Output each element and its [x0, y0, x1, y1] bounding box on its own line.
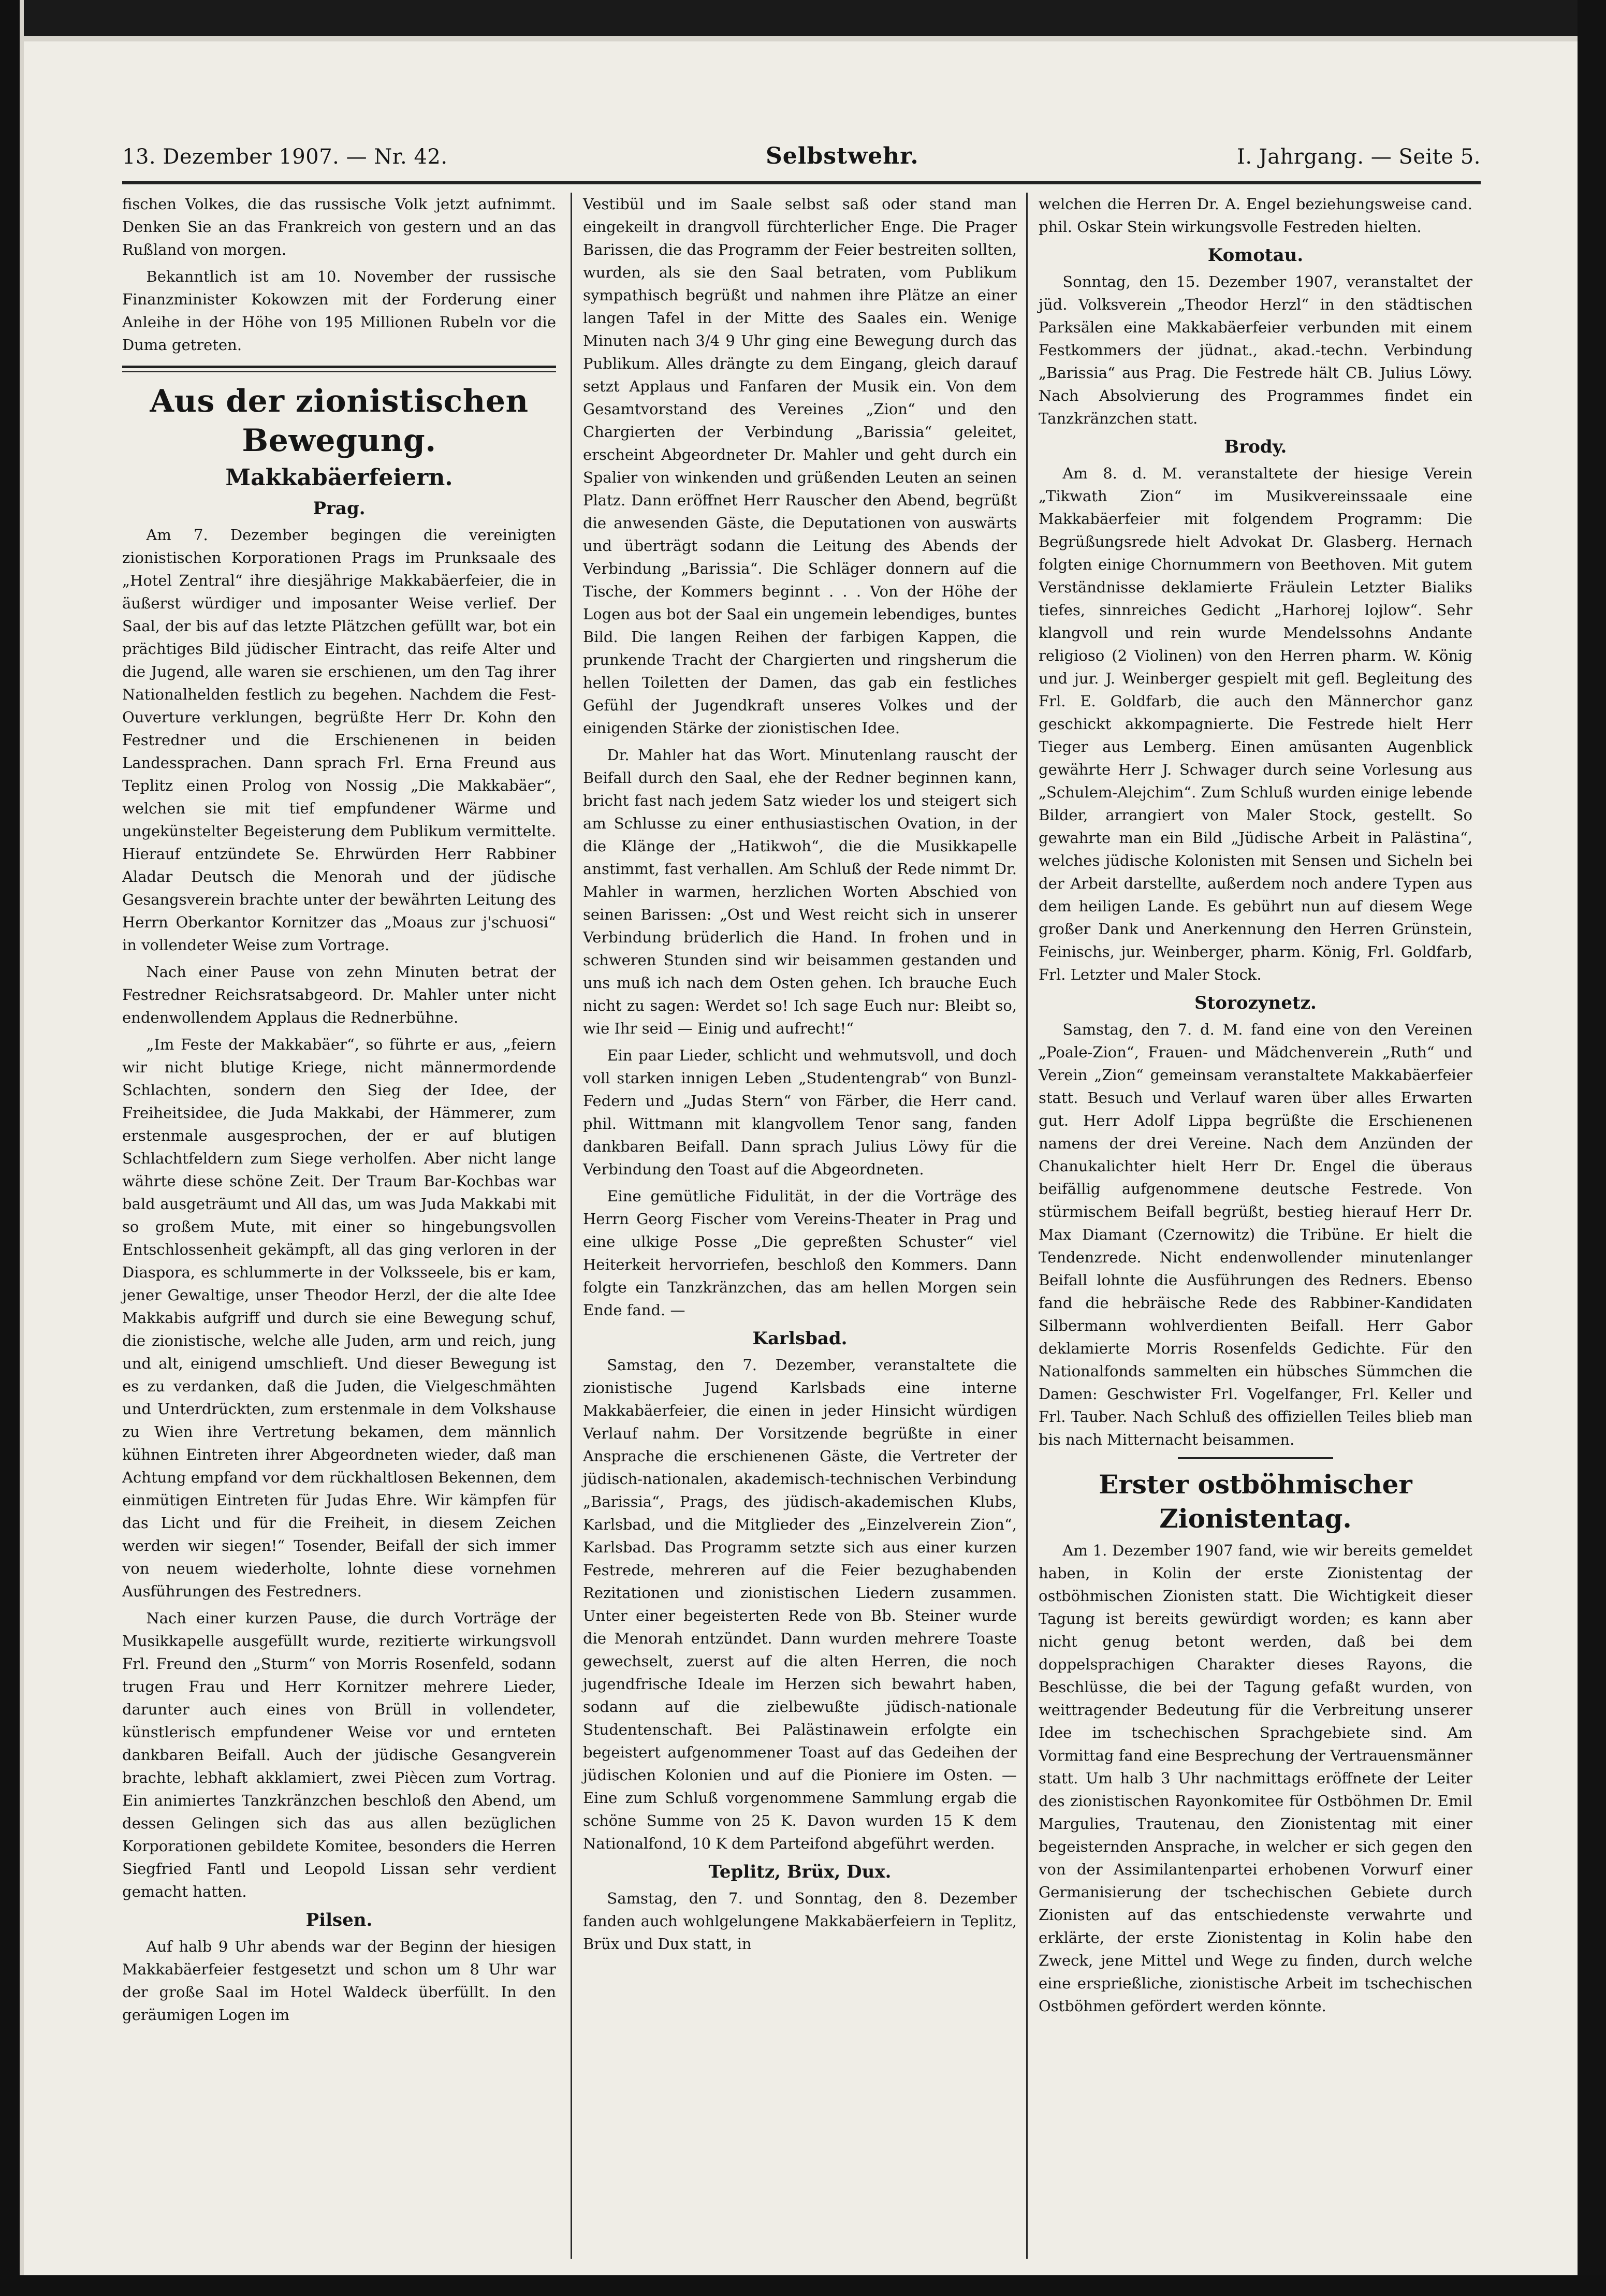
scan-border-top — [0, 0, 1606, 36]
header-date-issue: 13. Dezember 1907. — Nr. 42. — [122, 145, 448, 169]
paragraph: Am 8. d. M. veranstaltete der hiesige Verein „Tikwath Zion“ im Musikvereinssaale eine Makkabäerfeier mit folgendem Programm: Die Begrüßungsrede hielt Advokat Dr. Glasberg. Hernach folgten einige Chornummern von Beethoven. Mit gutem Verständnisse deklamierte Fräulein Letzter Bialiks tiefes, sinnreiches Gedicht „Harhorej lojlow“. Sehr klangvoll und rein wurde Mendelssohns Andante religioso (2 Violinen) von den Herren pharm. W. König und jur. J. Weinberger gespielt mit gefl. Begleitung des Frl. E. Goldfarb, die auch den Männerchor ganz geschickt akkompagnierte. Die Festrede hielt Herr Tieger aus Lemberg. Einen amüsanten Augenblick gewährte Herr J. Schwager durch seine Vorlesung aus „Schulem-Alejchim“. Zum Schluß wurden einige lebende Bilder, arrangiert von Maler Stock, gestellt. So gewahrte man ein Bild „Jüdische Arbeit in Palästina“, welches jüdische Kolonisten mit Sensen und Sicheln bei der Arbeit darstellte, außerdem noch andere Typen aus dem heiligen Lande. Es gebührt nun auf diesem Wege großer Dank und Anerkennung den Herren Grünstein, Feinischs, jur. Weinberger, pharm. König, Frl. Goldfarb, Frl. Letzter und Maler Stock. — [1039, 464, 1472, 983]
paragraph: Auf halb 9 Uhr abends war der Beginn der hiesigen Makkabäerfeier festgesetzt und schon um 8 Uhr war der große Saal im Hotel Waldeck überfüllt. In den geräumigen Logen im — [122, 1938, 556, 2024]
column-3 — [1039, 193, 1472, 2022]
scan-border-right — [1578, 0, 1606, 2296]
city-heading-prag: Prag. — [313, 498, 366, 519]
paragraph: Samstag, den 7. und Sonntag, den 8. Dezember fanden auch wohlgelungene Makkabäerfeiern in Teplitz, Brüx und Dux statt, in — [583, 1890, 1017, 1953]
header-year-page: I. Jahrgang. — Seite 5. — [1237, 145, 1481, 169]
article-heading: Aus der zionistischen Bewegung. — [150, 383, 529, 459]
scan-border-bottom — [0, 2275, 1606, 2296]
column-2 — [583, 193, 1017, 1959]
city-heading-karlsbad: Karlsbad. — [752, 1328, 848, 1349]
paragraph: Am 1. Dezember 1907 fand, wie wir bereits gemeldet haben, in Kolin der erste Zionistentag der ostböhmischen Zionisten statt. Die Wichtigkeit dieser Tagung ist bereits gewürdigt worden; es kann aber nicht genug betont werden, daß bei dem doppelsprachigen Charakter dieses Rayons, die Beschlüsse, die bei der Tagung gefaßt wurden, von weittragender Bedeutung für die Verbreitung unserer Idee im tschechischen Sprachgebiete sind. Am Vormittag fand eine Besprechung der Vertrauensmänner statt. Um halb 3 Uhr nachmittags eröffnete der Leiter des zionistischen Rayonkomitee für Ostböhmen Dr. Emil Margulies, Trautenau, den Zionistentag mit einer begeisternden Ansprache, in welcher er sich gegen den von der Assimilantenpartei erhobenen Vorwurf einer Germanisierung der tschechischen Gebiete durch Zionisten auf das entschiedenste verwahrte und erklärte, der erste Zionistentag in Kolin habe den Zweck, jene Mittel und Wege zu finden, durch welche eine ersprießliche, zionistische Arbeit im tschechischen Ostböhmen gefördert werden könnte. — [1039, 1542, 1472, 2015]
paragraph: Vestibül und im Saale selbst saß oder stand man eingekeilt in drangvoll fürchterlicher Enge. Die Prager Barissen, die das Programm der Feier bestreiten sollten, wurden, als sie den Saal betraten, vom Publikum sympathisch begrüßt und nahmen ihre Plätze an einer langen Tafel in der Mitte des Saales ein. Wenige Minuten nach 3/4 9 Uhr ging eine Bewegung durch das Publikum. Alles drängte zu dem Eingang, gleich darauf setzt Applaus und Fanfaren der Musik ein. Von dem Gesamtvorstand des Vereines „Zion“ und den Chargierten der Verbindung „Barissia“ geleitet, erscheint Abgeordneter Dr. Mahler und geht durch ein Spalier von winkenden und grüßenden Leuten an seinen Platz. Dann eröffnet Herr Rauscher den Abend, begrüßt die anwesenden Gäste, die Deputationen von auswärts und überträgt sodann die Leitung des Abends der Verbindung „Barissia“. Die Schläger donnern auf die Tische, der Kommers beginnt . . . Von der Höhe der Logen aus bot der Saal ein ungemein lebendiges, buntes Bild. Die langen Reihen der farbigen Kappen, die prunkende Tracht der Chargierten und ringsherum die hellen Toiletten der Damen, das gab ein festliches Gefühl der Jugendkraft unseres Volkes und der einigenden Stärke der zionistischen Idee. — [583, 195, 1017, 737]
column-divider-1 — [571, 193, 572, 2259]
column-divider-2 — [1026, 193, 1028, 2259]
header-rule — [122, 181, 1481, 184]
paragraph: „Im Feste der Makkabäer“, so führte er aus, „feiern wir nicht blutige Kriege, nicht männermordende Schlachten, sondern den Sieg der Idee, der Freiheitsidee, die Juda Makkabi, der Hämmerer, zum erstenmale ausgesprochen, der er auf blutigen Schlachtfeldern zum Siege verholfen. Aber nicht lange währte diese schöne Zeit. Der Traum Bar-Kochbas war bald ausgeträumt und All das, um was Juda Makkabi mit so großem Mute, mit einer so hingebungsvollen Entschlossenheit gekämpft, all das ging verloren in der Diaspora, es schlummerte in der Volksseele, bis er kam, jener Gewaltige, unser Theodor Herzl, der die alte Idee Makkabis aufgriff und durch sie eine Bewegung schuf, die zionistische, welche alle Juden, arm und reich, jung und alt, einigend umschlieft. Und dieser Bewegung ist es zu verdanken, daß die Juden, die Vielgeschmähten und Unterdrückten, zum erstenmale in dem Volkshause zu Wien ihre Vertretung bekamen, dem männlich kühnen Eintreten ihrer Abgeordneten wieder, daß man Achtung empfand vor dem rückhaltlosen Bekennen, dem einmütigen Eintreten für Judas Ehre. Wir kämpfen für das Licht und für die Freiheit, in diesem Zeichen werden wir siegen!“ Tosender, Beifall der sich immer von neuem wiederholte, lohnte diese vornehmen Ausführungen des Festredners. — [122, 1036, 556, 1600]
page-header — [122, 143, 1481, 184]
scan-border-left — [0, 0, 20, 2296]
section-rule — [122, 366, 556, 372]
paragraph: Ein paar Lieder, schlicht und wehmutsvoll, und doch voll starken innigen Leben „Studentengrab“ von Bunzl-Federn und „Judas Stern“ von Färber, die Herr cand. phil. Wittmann mit klangvollem Tenor sang, fanden dankbaren Beifall. Dann sprach Julius Löwy für die Verbindung den Toast auf die Abgeordneten. — [583, 1047, 1017, 1178]
paragraph: Samstag, den 7. Dezember, veranstaltete die zionistische Jugend Karlsbads eine interne Makkabäerfeier, die einen in jeder Hinsicht würdigen Verlauf nahm. Der Vorsitzende begrüßte in einer Ansprache die erschienenen Gäste, die Vertreter der jüdisch-nationalen, akademisch-technischen Verbindung „Barissia“, Prags, des jüdisch-akademischen Klubs, Karlsbad, und die Mitglieder des „Einzelverein Zion“, Karlsbad. Das Programm setzte sich aus einer kurzen Festrede, mehreren auf die Feier bezughabenden Rezitationen und zionistischen Liedern zusammen. Unter einer begeisterten Rede von Bb. Steiner wurde die Menorah entzündet. Dann wurden mehrere Toaste gewechselt, zuerst auf die alten Herren, die noch jugendfrische Ideale im Herzen sich bewahrt haben, sodann auf die zielbewußte jüdisch-nationale Studentenschaft. Bei Palästinawein erfolgte ein begeistert aufgenommener Toast auf das Gedeihen der jüdischen Kolonien und auf die Pioniere im Osten. — Eine zum Schluß vorgenommene Sammlung ergab die schöne Summe von 25 K. Davon wurden 15 K dem Nationalfond, 10 K dem Parteifond abgeführt werden. — [583, 1356, 1017, 1852]
paragraph: Bekanntlich ist am 10. November der russische Finanzminister Kokowzen mit der Forderung einer Anleihe in der Höhe von 195 Millionen Rubeln vor die Duma getreten. — [122, 268, 556, 354]
header-paper-title: Selbstwehr. — [765, 143, 919, 169]
article-subheading: Makkabäerfeiern. — [225, 464, 453, 491]
scan-margin-top — [0, 36, 1606, 41]
paragraph: Eine gemütliche Fidulität, in der die Vorträge des Herrn Georg Fischer vom Vereins-Theater in Prag und eine ulkige Posse „Die gepreßten Schuster“ viel Heiterkeit hervorriefen, beschloß den Kommers. Dann folgte ein Tanzkränzchen, das am hellen Morgen sein Ende fand. — — [583, 1187, 1017, 1319]
scan-margin-left — [20, 0, 24, 2296]
city-heading-storozynetz: Storozynetz. — [1194, 993, 1317, 1013]
paragraph: Nach einer kurzen Pause, die durch Vorträge der Musikkapelle ausgefüllt wurde, rezitierte wirkungsvoll Frl. Freund den „Sturm“ von Morris Rosenfeld, sodann trugen Frau und Herr Kornitzer mehrere Lieder, darunter auch eines von Brüll in vollendeter, künstlerisch empfundener Weise vor und ernteten dankbaren Beifall. Auch der jüdische Gesangverein brachte, lebhaft akklamiert, zwei Piècen zum Vortrag. Ein animiertes Tanzkränzchen beschloß den Abend, um dessen Gelingen sich das aus allen bezüglichen Korporationen gebildete Komitee, besonders die Herren Siegfried Fantl und Leopold Lissan sehr verdient gemacht hatten. — [122, 1609, 556, 1900]
city-heading-teplitz: Teplitz, Brüx, Dux. — [708, 1862, 892, 1882]
paragraph: Sonntag, den 15. Dezember 1907, veranstaltet der jüd. Volksverein „Theodor Herzl“ in den städtischen Parksälen eine Makkabäerfeier verbunden mit einem Festkommers der jüdnat., akad.-techn. Verbindung „Barissia“ aus Prag. Die Festrede hält CB. Julius Löwy. Nach Absolvierung des Programmes findet ein Tanzkränzchen statt. — [1039, 273, 1472, 427]
paragraph: Dr. Mahler hat das Wort. Minutenlang rauscht der Beifall durch den Saal, ehe der Redner beginnen kann, bricht fast nach jedem Satz wieder los und steigert sich am Schlusse zu einer enthusiastischen Ovation, in der die Klänge der „Hatikwoh“, die die Musikkapelle anstimmt, fast verhallen. Am Schluß der Rede nimmt Dr. Mahler in warmen, herzlichen Worten Abschied von seinen Barissen: „Ost und West reicht sich in unserer Verbindung brüderlich die Hand. In frohen und in schweren Stunden sind wir beisammen gestanden und uns muß ich nach dem Osten gehen. Ich brauche Euch nicht zu sagen: Werdet so! Ich sage Euch nur: Bleibt so, wie Ihr seid — Einig und aufrecht!“ — [583, 746, 1017, 1037]
city-heading-brody: Brody. — [1224, 437, 1287, 457]
section-heading: Erster ostböhmischer Zionistentag. — [1099, 1469, 1412, 1534]
paragraph: fischen Volkes, die das russische Volk jetzt aufnimmt. Denken Sie an das Frankreich von gestern und an das Rußland von morgen. — [122, 195, 556, 258]
city-heading-pilsen: Pilsen. — [305, 1910, 373, 1930]
paragraph: Nach einer Pause von zehn Minuten betrat der Festredner Reichsratsabgeord. Dr. Mahler unter nicht endenwollendem Applaus die Rednerbühne. — [122, 963, 556, 1026]
column-1 — [122, 193, 556, 2030]
article-end-rule — [1178, 1457, 1333, 1459]
city-heading-komotau: Komotau. — [1207, 245, 1304, 266]
paragraph: Samstag, den 7. d. M. fand eine von den Vereinen „Poale-Zion“, Frauen- und Mädchenverein „Ruth“ und Verein „Zion“ gemeinsam veranstaltete Makkabäerfeier statt. Besuch und Verlauf waren über alles Erwarten gut. Herr Adolf Lippa begrüßte die Erschienenen namens der drei Vereine. Nach dem Anzünden der Chanukalichter hielt Herr Dr. Engel die überaus beifällig aufgenommene deutsche Festrede. Von stürmischem Beifall begrüßt, bestieg hierauf Herr Dr. Max Diamant (Czernowitz) die Tribüne. Er hielt die Tendenzrede. Nicht endenwollender minutenlanger Beifall lohnte die Ausführungen des Redners. Ebenso fand die hebräische Rede des Rabbiner-Kandidaten Silbermann wohlverdienten Beifall. Herr Gabor deklamierte Morris Rosenfelds Gedichte. Für den Nationalfonds sammelten ein hübsches Sümmchen die Damen: Geschwister Frl. Vogelfanger, Frl. Keller und Frl. Tauber. Nach Schluß des offiziellen Teiles blieb man bis nach Mitternacht beisammen. — [1039, 1021, 1472, 1448]
paragraph: Am 7. Dezember begingen die vereinigten zionistischen Korporationen Prags im Prunksaale des „Hotel Zentral“ ihre diesjährige Makkabäerfeier, die in äußerst würdiger und imposanter Weise verlief. Der Saal, der bis auf das letzte Plätzchen gefüllt war, bot ein prächtiges Bild jüdischer Eintracht, das reife Alter und die Jugend, alle waren sie erschienen, um den Tag ihrer Nationalhelden festlich zu begehen. Nachdem die Fest-Ouverture verklungen, begrüßte Herr Dr. Kohn den Festredner und die Erschienenen in beiden Landessprachen. Dann sprach Frl. Erna Freund aus Teplitz einen Prolog von Nossig „Die Makkabäer“, welchen sie mit tief empfundener Wärme und ungekünstelter Begeisterung dem Publikum vermittelte. Hierauf entzündete Se. Ehrwürden Herr Rabbiner Aladar Deutsch die Menorah und der jüdische Gesangsverein brachte unter der bewährten Leitung des Herrn Oberkantor Kornitzer das „Moaus zur j'schuosi“ in vollendeter Weise zum Vortrage. — [122, 526, 556, 954]
paragraph: welchen die Herren Dr. A. Engel beziehungsweise cand. phil. Oskar Stein wirkungsvolle Festreden hielten. — [1039, 195, 1472, 236]
